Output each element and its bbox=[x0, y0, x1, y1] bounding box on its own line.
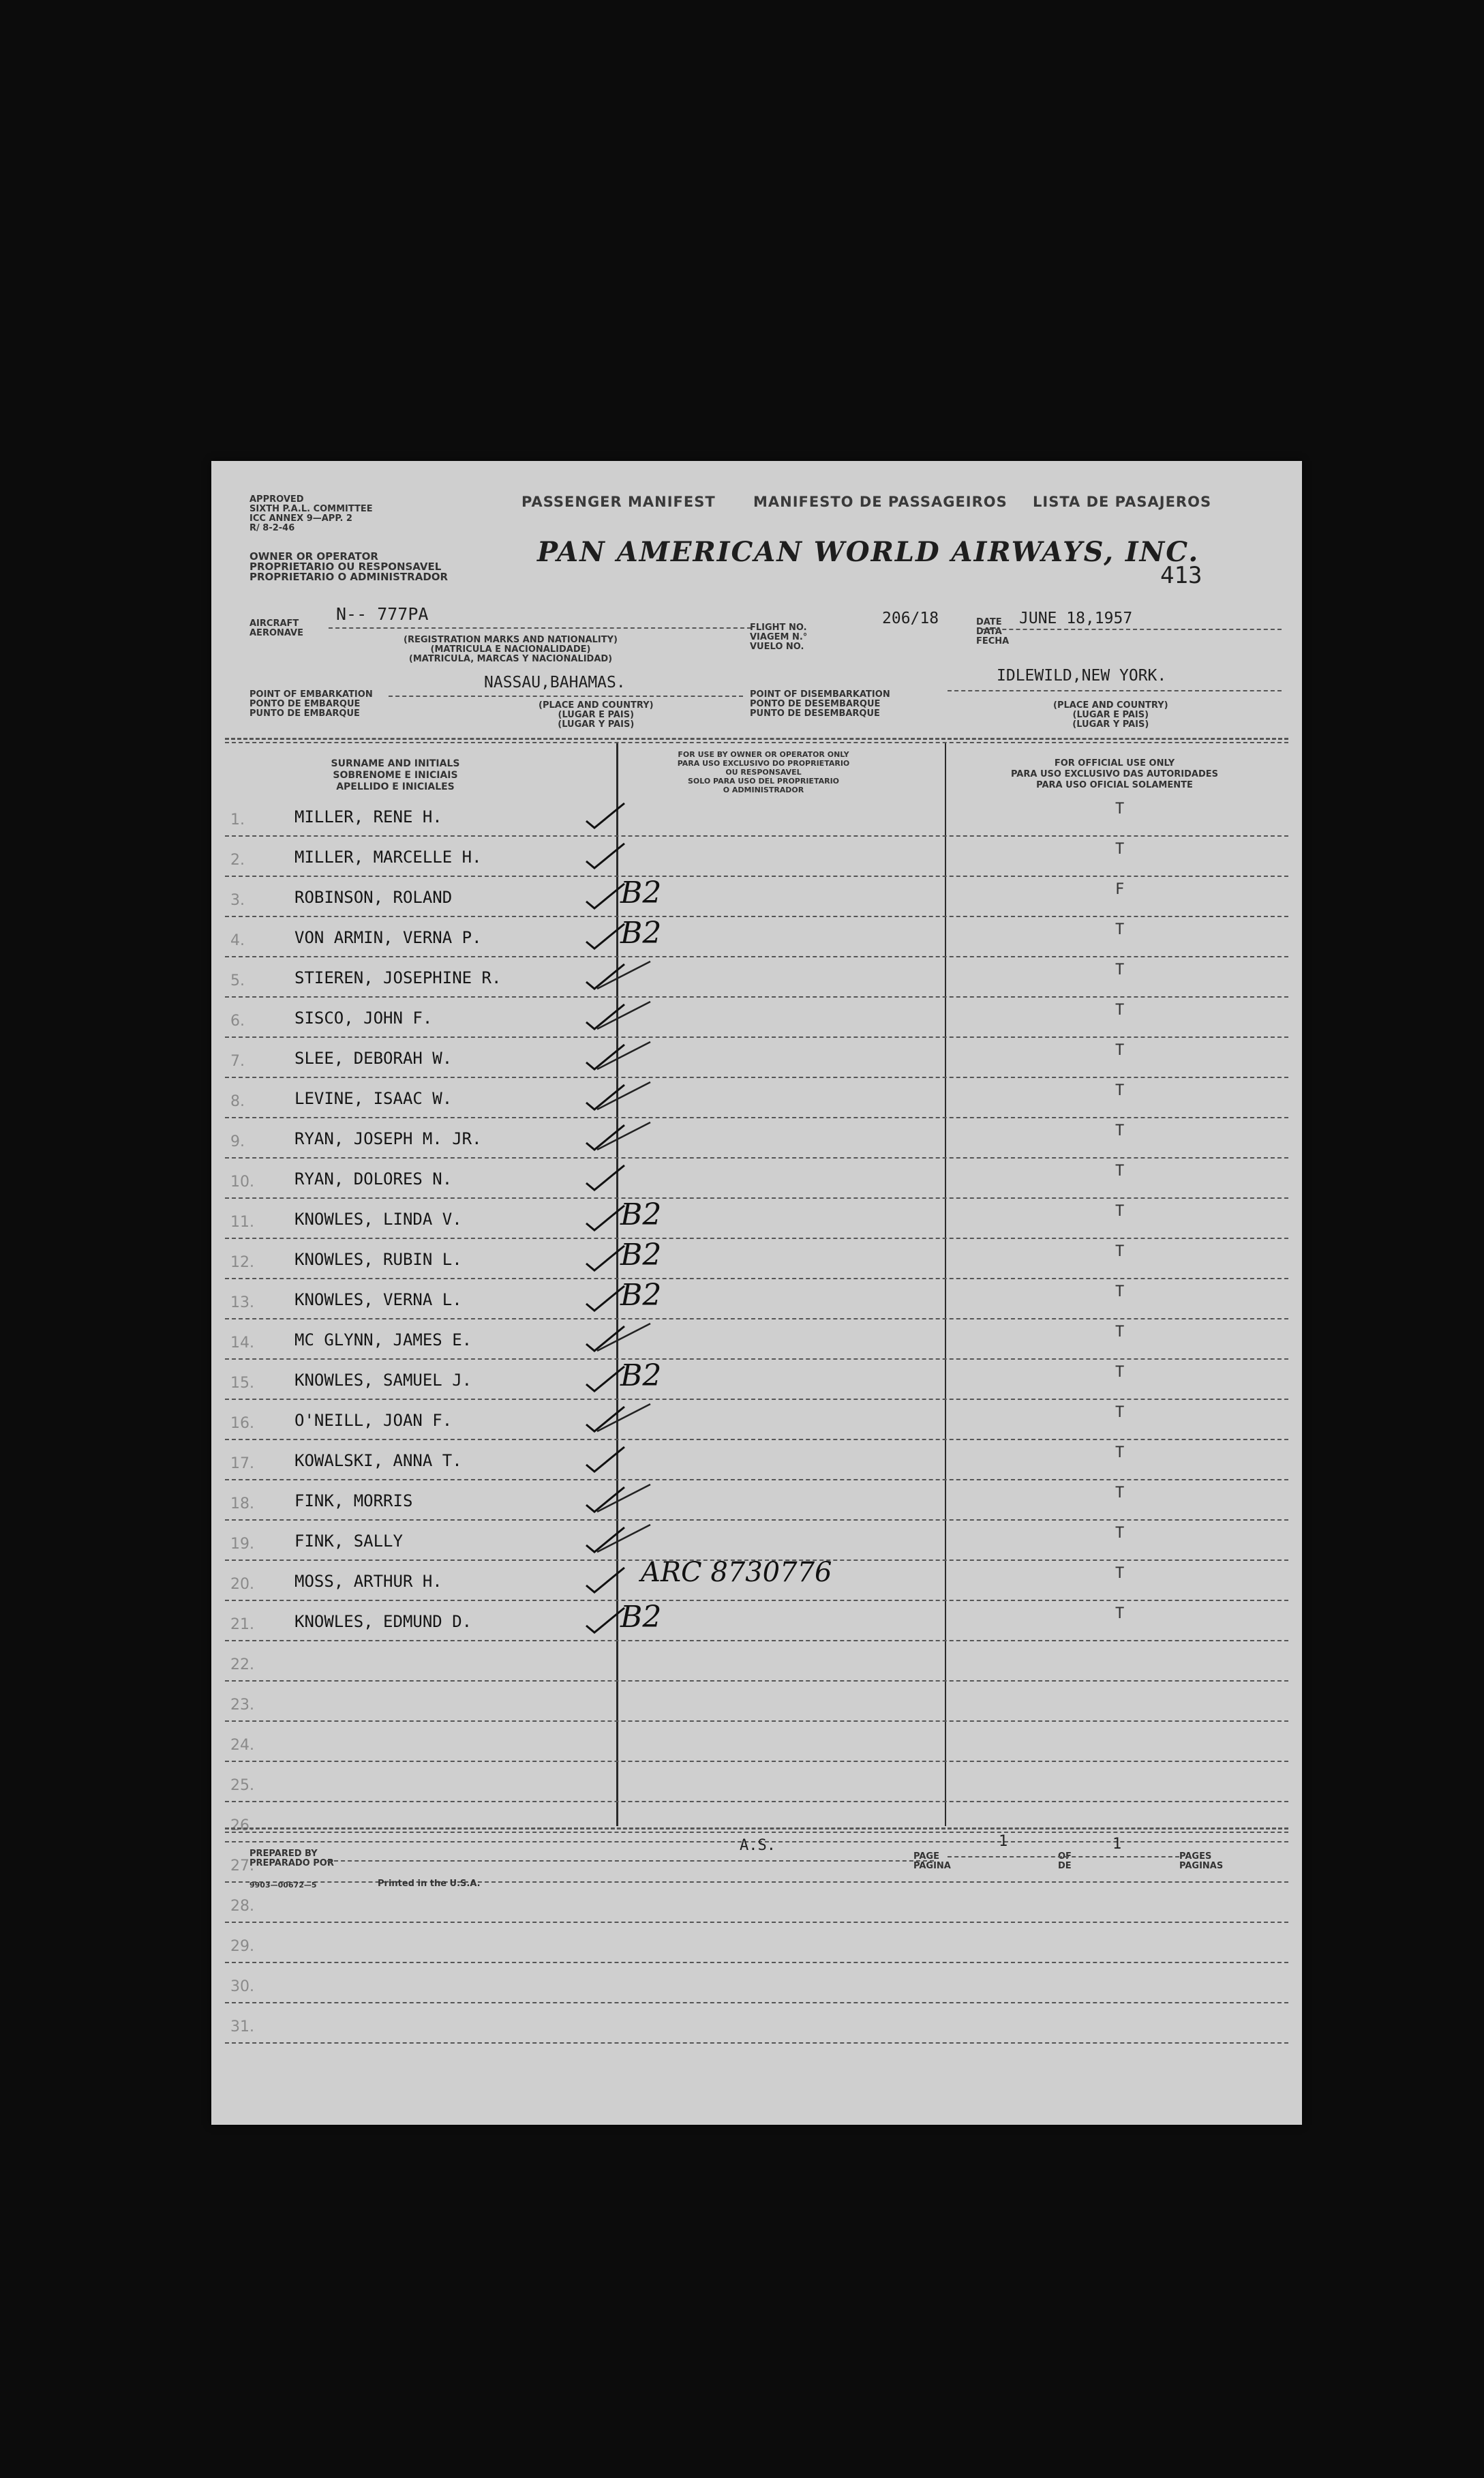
passenger-name: MILLER, MARCELLE H. bbox=[294, 848, 482, 867]
approval-line: APPROVED bbox=[249, 494, 304, 505]
row-divider bbox=[225, 1439, 1288, 1440]
disembark-label: POINT OF DISEMBARKATION bbox=[750, 689, 890, 700]
place-note-line: (LUGAR Y PAIS) bbox=[558, 719, 635, 730]
row-number: 25. bbox=[230, 1777, 254, 1794]
row-divider bbox=[225, 2042, 1288, 2044]
handwritten-note: B2 bbox=[620, 1197, 662, 1232]
column-header-line: PARA USO EXCLUSIVO DAS AUTORIDADES bbox=[1010, 769, 1219, 779]
row-number: 19. bbox=[230, 1536, 254, 1553]
flight-label: FLIGHT NO. bbox=[750, 623, 807, 633]
check-mark-icon bbox=[585, 1002, 626, 1030]
of-label: DE bbox=[1058, 1861, 1072, 1871]
place-note-line: (PLACE AND COUNTRY) bbox=[539, 700, 654, 711]
row-number: 7. bbox=[230, 1053, 245, 1070]
printed-note: Printed in the U.S.A. bbox=[378, 1879, 481, 1889]
pages-labels bbox=[1179, 1852, 1223, 1871]
column-header-line: FOR OFFICIAL USE ONLY bbox=[1054, 758, 1175, 768]
registration-note bbox=[404, 636, 618, 664]
check-mark-icon bbox=[585, 881, 626, 910]
row-divider bbox=[225, 1157, 1288, 1159]
prepared-labels bbox=[249, 1849, 334, 1868]
disembark-value: IDLEWILD,NEW YORK. bbox=[997, 667, 1167, 685]
column-header-line: PARA USO OFICIAL SOLAMENTE bbox=[1036, 780, 1193, 790]
embark-place-note bbox=[539, 701, 654, 730]
page-value: 1 bbox=[999, 1833, 1008, 1850]
airline-name: PAN AMERICAN WORLD AIRWAYS, INC. bbox=[537, 536, 1200, 568]
official-mark: T bbox=[1115, 1605, 1125, 1622]
passenger-name: LEVINE, ISAAC W. bbox=[294, 1089, 453, 1108]
embark-label: PUNTO DE EMBARQUE bbox=[249, 708, 360, 719]
disembark-label: PONTO DE DESEMBARQUE bbox=[750, 699, 881, 709]
official-mark: T bbox=[1115, 801, 1125, 818]
page-label: PAGE bbox=[913, 1851, 939, 1862]
owner-labels bbox=[249, 552, 448, 582]
flight-label: VUELO NO. bbox=[750, 642, 804, 652]
check-mark-icon bbox=[585, 1122, 626, 1151]
passenger-name: KOWALSKI, ANNA T. bbox=[294, 1451, 462, 1470]
row-number: 27. bbox=[230, 1857, 254, 1875]
registration-note-line: (MATRICULA E NACIONALIDADE) bbox=[430, 644, 591, 655]
passenger-name: RYAN, JOSEPH M. JR. bbox=[294, 1129, 482, 1148]
title-english: PASSENGER MANIFEST bbox=[521, 494, 716, 510]
check-mark-icon bbox=[585, 1484, 626, 1513]
handwritten-note: B2 bbox=[620, 916, 662, 951]
prepared-value: A.S. bbox=[740, 1837, 776, 1854]
owner-label: PROPRIETARIO O ADMINISTRADOR bbox=[249, 571, 449, 583]
passenger-name: KNOWLES, LINDA V. bbox=[294, 1210, 462, 1229]
row-number: 12. bbox=[230, 1254, 254, 1271]
row-divider bbox=[225, 835, 1288, 837]
check-mark-icon bbox=[585, 1082, 626, 1111]
column-header-line: OU RESPONSAVEL bbox=[725, 768, 802, 777]
official-mark: T bbox=[1115, 1203, 1125, 1220]
check-mark-icon bbox=[585, 1444, 626, 1473]
row-divider bbox=[225, 1278, 1288, 1279]
row-number: 5. bbox=[230, 972, 245, 989]
row-number: 26. bbox=[230, 1817, 254, 1834]
row-divider bbox=[225, 1962, 1288, 1963]
check-mark-icon bbox=[585, 1203, 626, 1231]
handwritten-note: B2 bbox=[620, 1358, 662, 1393]
column-divider bbox=[945, 743, 946, 1826]
official-mark: T bbox=[1115, 1444, 1125, 1461]
aircraft-value: N-- 777PA bbox=[336, 604, 429, 624]
owner-label: PROPRIETARIO OU RESPONSAVEL bbox=[249, 561, 442, 573]
row-divider bbox=[225, 1720, 1288, 1722]
embark-value: NASSAU,BAHAMAS. bbox=[484, 674, 626, 691]
passenger-name: VON ARMIN, VERNA P. bbox=[294, 928, 482, 947]
flight-label: VIAGEM N.° bbox=[750, 632, 808, 642]
check-mark-icon bbox=[585, 801, 626, 829]
row-divider bbox=[225, 916, 1288, 917]
row-divider bbox=[225, 2002, 1288, 2003]
official-mark: T bbox=[1115, 1042, 1125, 1059]
handwritten-note: ARC 8730776 bbox=[641, 1557, 832, 1588]
row-divider bbox=[225, 1358, 1288, 1360]
row-number: 16. bbox=[230, 1415, 254, 1432]
handwritten-note: B2 bbox=[620, 1278, 662, 1313]
embark-labels bbox=[249, 690, 373, 719]
passenger-name: ROBINSON, ROLAND bbox=[294, 888, 453, 907]
check-mark-icon bbox=[585, 1283, 626, 1312]
official-mark: T bbox=[1115, 1082, 1125, 1099]
pages-label: PAGINAS bbox=[1179, 1861, 1224, 1871]
approval-line: SIXTH P.A.L. COMMITTEE bbox=[249, 504, 373, 514]
official-mark: T bbox=[1115, 1122, 1125, 1139]
of-labels bbox=[1058, 1852, 1072, 1871]
check-mark-icon bbox=[585, 1324, 626, 1352]
row-divider bbox=[225, 1399, 1288, 1400]
date-label: FECHA bbox=[976, 636, 1010, 646]
passenger-name: MILLER, RENE H. bbox=[294, 807, 442, 826]
check-mark-icon bbox=[585, 1163, 626, 1191]
official-mark: T bbox=[1115, 1243, 1125, 1260]
row-number: 8. bbox=[230, 1093, 245, 1110]
official-mark: T bbox=[1115, 1002, 1125, 1019]
handwritten-note: B2 bbox=[620, 1238, 662, 1272]
row-number: 2. bbox=[230, 852, 245, 869]
row-divider bbox=[225, 1077, 1288, 1078]
passenger-name: SLEE, DEBORAH W. bbox=[294, 1049, 453, 1068]
prepared-label: PREPARED BY bbox=[249, 1849, 318, 1859]
official-mark: T bbox=[1115, 1324, 1125, 1341]
row-divider bbox=[225, 1680, 1288, 1682]
row-divider bbox=[225, 1640, 1288, 1641]
row-divider bbox=[225, 1036, 1288, 1038]
official-mark: T bbox=[1115, 961, 1125, 979]
row-divider bbox=[225, 1761, 1288, 1762]
row-number: 28. bbox=[230, 1898, 254, 1915]
flight-labels bbox=[750, 623, 807, 652]
approval-line: ICC ANNEX 9—APP. 2 bbox=[249, 513, 352, 524]
column-header-owner bbox=[614, 750, 913, 794]
registration-note-line: (REGISTRATION MARKS AND NATIONALITY) bbox=[404, 635, 618, 645]
row-divider bbox=[225, 1117, 1288, 1118]
handwritten-note: B2 bbox=[620, 876, 662, 910]
row-divider bbox=[225, 1600, 1288, 1601]
row-number: 22. bbox=[230, 1656, 254, 1673]
manifest-page bbox=[211, 461, 1302, 2125]
official-mark: T bbox=[1115, 1163, 1125, 1180]
column-header-line: APELLIDO E INICIALES bbox=[336, 781, 455, 792]
aircraft-label: AERONAVE bbox=[249, 628, 304, 638]
official-mark: T bbox=[1115, 1565, 1125, 1582]
row-divider bbox=[225, 876, 1288, 877]
check-mark-icon bbox=[585, 1243, 626, 1272]
check-mark-icon bbox=[585, 1525, 626, 1553]
approval-block bbox=[249, 495, 373, 533]
title-portuguese: MANIFESTO DE PASSAGEIROS bbox=[753, 494, 1008, 510]
official-mark: T bbox=[1115, 1404, 1125, 1421]
row-divider bbox=[225, 1479, 1288, 1480]
row-number: 3. bbox=[230, 892, 245, 909]
check-mark-icon bbox=[585, 1042, 626, 1071]
embark-label: PONTO DE EMBARQUE bbox=[249, 699, 361, 709]
passenger-name: MOSS, ARTHUR H. bbox=[294, 1572, 442, 1591]
row-number: 30. bbox=[230, 1978, 254, 1995]
column-header-line: SOLO PARA USO DEL PROPRIETARIO bbox=[687, 777, 840, 786]
official-mark: T bbox=[1115, 1484, 1125, 1502]
row-divider bbox=[225, 1318, 1288, 1319]
column-header-line: SOBRENOME E INICIAIS bbox=[333, 770, 458, 781]
date-label: DATA bbox=[976, 627, 1002, 637]
registration-note-line: (MATRICULA, MARCAS Y NACIONALIDAD) bbox=[408, 654, 613, 664]
disembark-place-note bbox=[1053, 701, 1168, 730]
check-mark-icon bbox=[585, 1364, 626, 1392]
row-divider bbox=[225, 956, 1288, 957]
flight-value: 206/18 bbox=[882, 610, 939, 627]
row-number: 20. bbox=[230, 1576, 254, 1593]
official-mark: T bbox=[1115, 841, 1125, 858]
title-spanish: LISTA DE PASAJEROS bbox=[1033, 494, 1212, 510]
row-number: 11. bbox=[230, 1214, 254, 1231]
page-label: PAGINA bbox=[913, 1861, 951, 1871]
row-number: 21. bbox=[230, 1616, 254, 1633]
official-mark: F bbox=[1115, 881, 1125, 898]
date-label: DATE bbox=[976, 617, 1002, 627]
column-header-line: O ADMINISTRADOR bbox=[723, 786, 804, 794]
passenger-name: MC GLYNN, JAMES E. bbox=[294, 1330, 472, 1349]
official-mark: T bbox=[1115, 1525, 1125, 1542]
column-header-surname bbox=[279, 758, 511, 793]
official-mark: T bbox=[1115, 1283, 1125, 1300]
passenger-name: KNOWLES, VERNA L. bbox=[294, 1290, 462, 1309]
check-mark-icon bbox=[585, 921, 626, 950]
row-divider bbox=[225, 996, 1288, 998]
prepared-label: PREPARADO POR bbox=[249, 1858, 334, 1868]
passenger-name: FINK, SALLY bbox=[294, 1532, 403, 1551]
row-number: 10. bbox=[230, 1174, 254, 1191]
embark-label: POINT OF EMBARKATION bbox=[249, 689, 373, 700]
form-code: 9903—00672—5 bbox=[249, 1881, 317, 1890]
owner-label: OWNER OR OPERATOR bbox=[249, 550, 378, 563]
check-mark-icon bbox=[585, 841, 626, 869]
row-number: 31. bbox=[230, 2018, 254, 2035]
handwritten-note: B2 bbox=[620, 1600, 662, 1634]
check-mark-icon bbox=[585, 1565, 626, 1594]
passenger-name: FINK, MORRIS bbox=[294, 1491, 413, 1510]
aircraft-label: AIRCRAFT bbox=[249, 618, 299, 629]
column-header-line: PARA USO EXCLUSIVO DO PROPRIETARIO bbox=[677, 759, 850, 768]
place-note-line: (LUGAR Y PAIS) bbox=[1072, 719, 1149, 730]
row-number: 15. bbox=[230, 1375, 254, 1392]
row-divider bbox=[225, 1922, 1288, 1923]
check-mark-icon bbox=[585, 1404, 626, 1433]
row-number: 13. bbox=[230, 1294, 254, 1311]
row-number: 17. bbox=[230, 1455, 254, 1472]
row-divider bbox=[225, 1801, 1288, 1802]
row-number: 29. bbox=[230, 1938, 254, 1955]
official-mark: T bbox=[1115, 921, 1125, 938]
row-number: 18. bbox=[230, 1495, 254, 1512]
passenger-name: RYAN, DOLORES N. bbox=[294, 1169, 453, 1189]
disembark-labels bbox=[750, 690, 890, 719]
column-header-official bbox=[948, 758, 1282, 791]
row-divider bbox=[225, 1197, 1288, 1199]
place-note-line: (PLACE AND COUNTRY) bbox=[1053, 700, 1168, 711]
check-mark-icon bbox=[585, 961, 626, 990]
passenger-name: O'NEILL, JOAN F. bbox=[294, 1411, 453, 1430]
passenger-name: KNOWLES, SAMUEL J. bbox=[294, 1371, 472, 1390]
row-divider bbox=[225, 1238, 1288, 1239]
passenger-name: SISCO, JOHN F. bbox=[294, 1009, 433, 1028]
place-note-line: (LUGAR E PAIS) bbox=[1072, 710, 1149, 720]
row-number: 4. bbox=[230, 932, 245, 949]
row-number: 1. bbox=[230, 811, 245, 829]
column-header-line: FOR USE BY OWNER OR OPERATOR ONLY bbox=[678, 750, 849, 759]
place-note-line: (LUGAR E PAIS) bbox=[558, 710, 635, 720]
passenger-name: STIEREN, JOSEPHINE R. bbox=[294, 968, 502, 987]
approval-line: R/ 8-2-46 bbox=[249, 523, 295, 533]
pages-label: PAGES bbox=[1179, 1851, 1212, 1862]
of-label: OF bbox=[1058, 1851, 1072, 1862]
official-mark: T bbox=[1115, 1364, 1125, 1381]
passenger-name: KNOWLES, EDMUND D. bbox=[294, 1612, 472, 1631]
row-number: 14. bbox=[230, 1334, 254, 1352]
row-number: 6. bbox=[230, 1013, 245, 1030]
aircraft-labels bbox=[249, 619, 303, 638]
page-stamp: 413 bbox=[1160, 562, 1202, 589]
check-mark-icon bbox=[585, 1605, 626, 1634]
date-value: JUNE 18,1957 bbox=[1019, 610, 1133, 627]
row-number: 9. bbox=[230, 1133, 245, 1150]
passenger-name: KNOWLES, RUBIN L. bbox=[294, 1250, 462, 1269]
row-number: 24. bbox=[230, 1737, 254, 1754]
of-value: 1 bbox=[1112, 1836, 1122, 1853]
disembark-label: PUNTO DE DESEMBARQUE bbox=[750, 708, 880, 719]
column-header-line: SURNAME AND INITIALS bbox=[331, 758, 460, 769]
page-labels bbox=[913, 1852, 951, 1871]
row-number: 23. bbox=[230, 1697, 254, 1714]
date-labels bbox=[976, 618, 1009, 646]
row-divider bbox=[225, 1519, 1288, 1521]
